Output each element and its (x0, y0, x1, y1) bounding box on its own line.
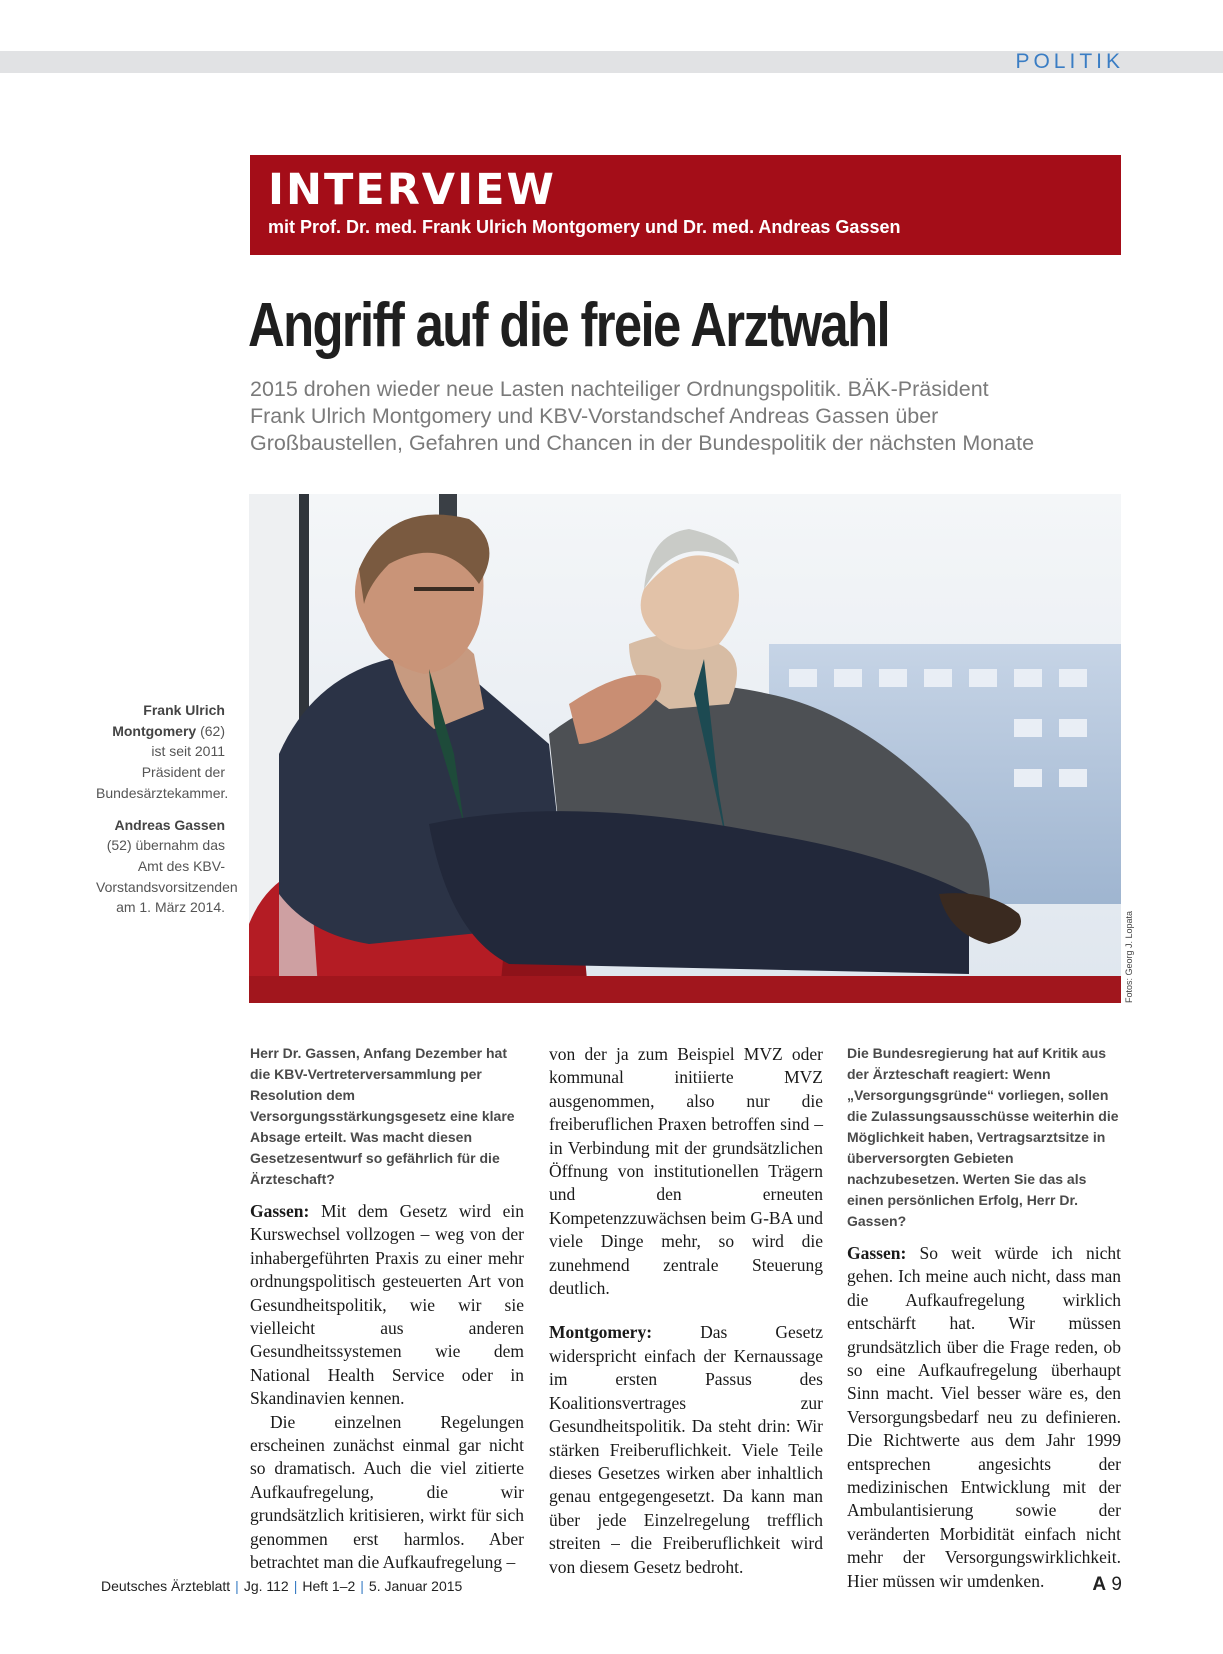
footer-separator: | (293, 1578, 298, 1594)
footer-separator: | (360, 1578, 364, 1594)
interview-answer (250, 1200, 524, 1411)
deck-line: 2015 drohen wieder neue Lasten nachteiliger Ordnungspolitik. BÄK-Präsident (250, 377, 989, 401)
text-column-1 (250, 1043, 524, 1575)
interview-question: Die Bundesregierung hat auf Kritik aus der Ärzteschaft reagiert: Wenn „Versorgungsgründe“ vorliegen, sollen die Zulassungsausschüsse weiterhin die Möglichkeit haben, Vertragsarztsitze in überversorgten Gebieten nachzubesetzen. Werten Sie das als einen persönlichen Erfolg, Herr Dr. Gassen? (847, 1045, 1119, 1229)
speaker-name: Gassen: (250, 1201, 310, 1221)
caption-text: (62) ist seit 2011 Präsident der Bundesärztekammer. (96, 722, 229, 801)
journal-volume: Jg. 112 (243, 1578, 289, 1594)
answer-continuation: von der ja zum Beispiel MVZ oder kommunal initiierte MVZ ausgenommen, also nur die freiberuflichen Praxen betroffen sind – in Verbindung mit der grundsätzlichen Öffnung von institutionellen Trägern und den erneuten Kompetenzzuwächsen beim G-BA und viele Dinge mehr, so wird die zunehmend zentrale Steuerung deutlich. (549, 1044, 823, 1299)
interview-question: Herr Dr. Gassen, Anfang Dezember hat die KBV-Vertreterversammlung per Resolution dem Versorgungsstärkungsgesetz eine klare Absage erteilt. Was macht diesen Gesetzesentwurf so gefährlich für die Ärzteschaft? (250, 1045, 515, 1187)
interview-answer (549, 1321, 823, 1578)
section-label: POLITIK (1015, 50, 1124, 73)
article-headline: Angriff auf die freie Arztwahl (248, 291, 889, 360)
interview-photo-illustration (249, 494, 1121, 1003)
page-prefix: A (1092, 1574, 1107, 1595)
speaker-name: Montgomery: (549, 1322, 653, 1343)
photo-credit: Fotos: Georg J. Lopata (1124, 910, 1134, 1003)
speaker-name: Gassen: (847, 1243, 907, 1263)
interview-subtitle: mit Prof. Dr. med. Frank Ulrich Montgomery und Dr. med. Andreas Gassen (268, 217, 901, 237)
caption-name: Frank Ulrich Montgomery (112, 702, 225, 739)
page-number-value: 9 (1111, 1574, 1122, 1595)
journal-date: 5. Januar 2015 (368, 1578, 463, 1594)
text-column-3 (847, 1043, 1121, 1593)
page-number (1092, 1574, 1122, 1596)
answer-paragraph: Die einzelnen Regelungen erscheinen zunächst einmal gar nicht so dramatisch. Auch die viel zitierte Aufkaufregelung, die wir grundsätzlich kritisieren, wirkt für sich genommen erst harmlos. Aber betrachtet man die Aufkaufregelung – (250, 1411, 524, 1573)
answer-text: So weit würde ich nicht gehen. Ich meine auch nicht, dass man die Aufkaufregelung wirklich entschärft hat. Wir müssen grundsätzlich über die Frage reden, ob so eine Aufkaufregelung überhaupt Sinn macht. Viel besser wäre es, den Versorgungsbedarf neu zu definieren. Die Richtwerte aus dem Jahr 1999 entsprechen angesichts der medizinischen Entwicklung mit der Ambulantisierung sowie der veränderten Morbidität einfach nicht mehr der Versorgungswirklichkeit. Hier müssen wir umdenken. (847, 1243, 1121, 1591)
interview-answer (847, 1242, 1121, 1593)
text-column-2 (549, 1043, 823, 1579)
caption-name: Andreas Gassen (114, 816, 225, 833)
interview-photo (249, 494, 1121, 1003)
caption-montgomery (96, 700, 229, 804)
page-footer (101, 1578, 462, 1594)
answer-text: Mit dem Gesetz wird ein Kurswechsel vollzogen – weg von der inhabergeführten Praxis zu einer mehr ordnungspolitisch gesteuerten Art von Gesundheitspolitik, wie wir sie vielleicht aus anderen Gesundheitssystemen wie dem National Health Service oder in Skandinavien kennen. (250, 1201, 524, 1409)
journal-name: Deutsches Ärzteblatt (101, 1578, 231, 1594)
journal-issue: Heft 1–2 (302, 1578, 356, 1594)
footer-separator: | (235, 1578, 239, 1594)
deck-line: Großbaustellen, Gefahren und Chancen in der Bundespolitik der nächsten Monate (250, 431, 1035, 455)
interview-label: INTERVIEW (268, 165, 556, 215)
caption-gassen (96, 815, 238, 919)
interview-banner (250, 155, 1121, 255)
deck-line: Frank Ulrich Montgomery und KBV-Vorstandschef Andreas Gassen über (250, 404, 939, 428)
caption-text: (52) übernahm das Amt des KBV-Vorstandsvorsitzenden am 1. März 2014. (96, 837, 238, 916)
answer-text: Das Gesetz widerspricht einfach der Kernaussage im ersten Passus des Koalitionsvertrages zur Gesundheitspolitik. Da steht drin: Wir stärken Freiberuflichkeit. Viele Teile dieses Gesetzes wirken aber inhaltlich genau entgegengesetzt. Da kann man über jede Einzelregelung trefflich streiten – die Freiberuflichkeit wird von diesem Gesetz bedroht. (549, 1322, 823, 1577)
photo-caption (96, 700, 238, 929)
article-deck (250, 376, 1130, 457)
